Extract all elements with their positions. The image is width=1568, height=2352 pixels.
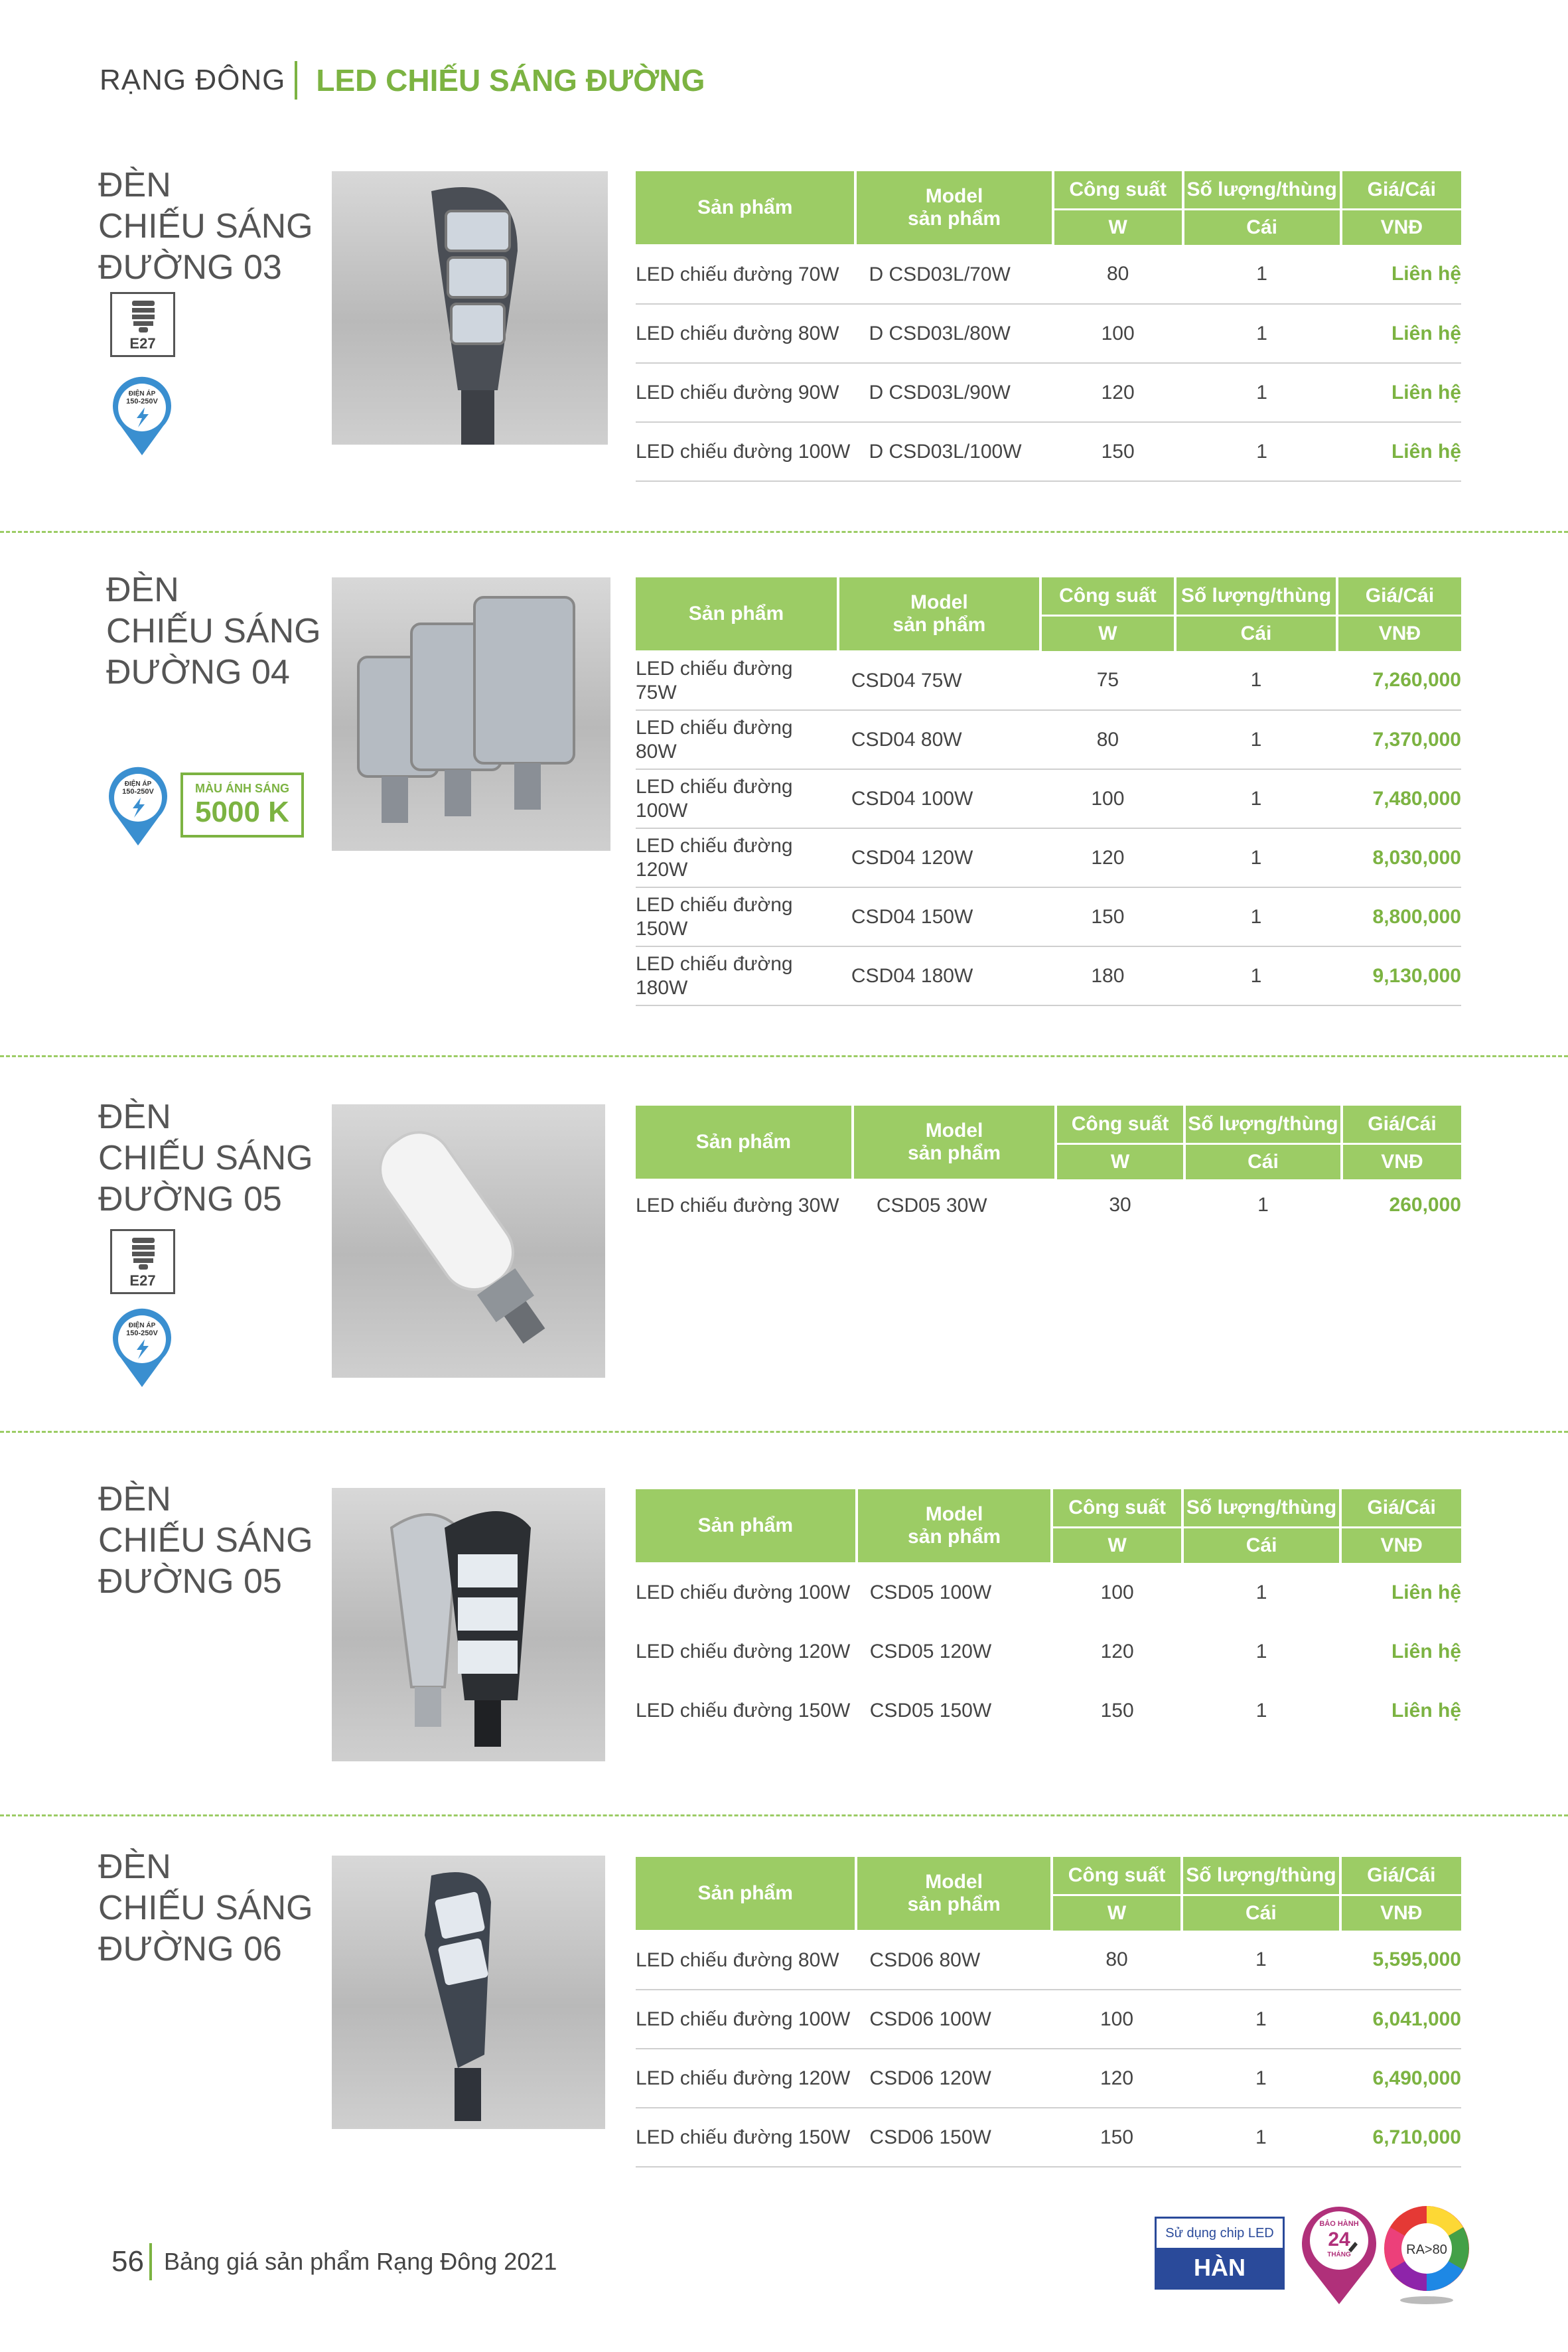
qty-value: 1: [1175, 946, 1337, 1005]
price-value: 260,000: [1389, 1194, 1461, 1216]
voltage-pin-badge: [110, 376, 174, 457]
table-row: [636, 363, 1461, 422]
power-value: 100: [1040, 769, 1175, 828]
model-code: CSD05 100W: [869, 1581, 992, 1604]
chip-label: Sử dụng chip LED: [1157, 2219, 1283, 2248]
ra-value: RA>80: [1406, 2242, 1447, 2257]
power-value: 150: [1052, 2108, 1182, 2167]
power-value: 150: [1053, 422, 1183, 481]
product-photo-duong-05a: [332, 1104, 605, 1378]
power-value: 80: [1053, 245, 1183, 304]
model-code: CSD04 75W: [838, 651, 1040, 710]
unit-qty: Cái: [1184, 1144, 1342, 1180]
model-code: CSD06 120W: [856, 2049, 1051, 2108]
product-name: LED chiếu đường 150W: [636, 887, 838, 946]
color-temp-value: 5000 K: [195, 796, 289, 828]
voltage-range: 150-250V: [122, 788, 154, 796]
qty-value: 1: [1182, 2049, 1340, 2108]
qty-value: 1: [1255, 1640, 1267, 1662]
product-name: LED chiếu đường 150W: [636, 1699, 851, 1722]
footer-divider: [149, 2243, 152, 2280]
power-value: 120: [1100, 1640, 1134, 1662]
voltage-label: ĐIỆN ÁP: [128, 1322, 156, 1329]
price-value: Liên hệ: [1391, 1699, 1461, 1722]
product-name: LED chiếu đường 180W: [636, 946, 838, 1005]
table-row: [636, 1179, 1461, 1231]
unit-w: W: [1052, 1895, 1182, 1931]
table-row: [636, 769, 1461, 828]
model-code: CSD05 150W: [869, 1699, 992, 1722]
section-title: ĐÈN CHIẾU SÁNG ĐƯỜNG 05: [98, 1480, 313, 1601]
unit-w: W: [1056, 1144, 1184, 1180]
unit-price: VNĐ: [1337, 616, 1461, 652]
price-value: 5,595,000: [1340, 1931, 1462, 1990]
qty-value: 1: [1183, 363, 1341, 422]
col-header-product: Sản phẩm: [636, 171, 855, 245]
price-value: Liên hệ: [1341, 304, 1461, 363]
model-code: D CSD03L/70W: [855, 245, 1052, 304]
price-value: 8,800,000: [1337, 887, 1461, 946]
price-value: 6,490,000: [1340, 2049, 1462, 2108]
qty-value: 1: [1182, 2108, 1340, 2167]
power-value: 30: [1109, 1194, 1131, 1216]
col-header-model: Model sản phẩm: [838, 577, 1040, 651]
table-row: [636, 245, 1461, 304]
model-code: CSD05 120W: [869, 1640, 992, 1662]
product-photo-duong-05b: [332, 1488, 605, 1761]
col-header-price: Giá/Cái: [1340, 1489, 1461, 1528]
qty-value: 1: [1183, 245, 1341, 304]
section-divider: [0, 1431, 1568, 1433]
qty-value: 1: [1257, 1194, 1269, 1216]
qty-value: 1: [1182, 1990, 1340, 2049]
col-header-power: Công suất: [1052, 1857, 1182, 1895]
col-header-product: Sản phẩm: [636, 1489, 857, 1563]
table-row: [636, 2049, 1461, 2108]
unit-qty: Cái: [1182, 1895, 1340, 1931]
qty-value: 1: [1175, 828, 1337, 887]
col-header-power: Công suất: [1040, 577, 1175, 616]
voltage-pin-badge: [110, 1307, 174, 1388]
col-header-qty: Số lượng/thùng: [1182, 1489, 1340, 1528]
price-value: Liên hệ: [1391, 1640, 1461, 1662]
price-table-duong-06: [636, 1857, 1461, 2168]
power-value: 80: [1040, 710, 1175, 769]
model-code: CSD04 180W: [838, 946, 1040, 1005]
product-name: LED chiếu đường 90W: [636, 363, 855, 422]
unit-w: W: [1053, 210, 1183, 246]
table-row: [636, 946, 1461, 1005]
color-temp-label: MÀU ÁNH SÁNG: [195, 782, 289, 795]
col-header-price: Giá/Cái: [1337, 577, 1461, 616]
power-value: 120: [1053, 363, 1183, 422]
voltage-range: 150-250V: [126, 398, 158, 405]
price-value: Liên hệ: [1341, 245, 1461, 304]
product-name: LED chiếu đường 70W: [636, 245, 855, 304]
warranty-label: BẢO HÀNH: [1319, 2220, 1359, 2228]
table-row: [636, 828, 1461, 887]
chip-origin: HÀN QUỐC: [1157, 2248, 1283, 2288]
qty-value: 1: [1255, 1699, 1267, 1722]
unit-price: VNĐ: [1340, 1895, 1462, 1931]
qty-value: 1: [1175, 651, 1337, 710]
power-value: 75: [1040, 651, 1175, 710]
price-value: Liên hệ: [1341, 422, 1461, 481]
header-divider: [295, 61, 297, 100]
voltage-range: 150-250V: [126, 1329, 158, 1337]
section-title: ĐÈN CHIẾU SÁNG ĐƯỜNG 04: [106, 571, 321, 692]
col-header-power: Công suất: [1053, 171, 1183, 210]
col-header-product: Sản phẩm: [636, 577, 838, 651]
power-value: 100: [1053, 304, 1183, 363]
unit-price: VNĐ: [1340, 1528, 1461, 1564]
voltage-label: ĐIỆN ÁP: [124, 780, 152, 788]
table-row: [636, 710, 1461, 769]
price-value: Liên hệ: [1391, 1581, 1461, 1603]
power-value: 180: [1040, 946, 1175, 1005]
e27-socket-badge: [110, 1229, 175, 1294]
price-table-duong-05a: [636, 1106, 1461, 1231]
col-header-model: Model sản phẩm: [857, 1489, 1052, 1563]
page-title: LED CHIẾU SÁNG ĐƯỜNG: [316, 63, 705, 98]
product-name: LED chiếu đường 120W: [636, 1640, 851, 1662]
korea-chip-badge: [1155, 2217, 1285, 2321]
section-divider: [0, 1814, 1568, 1816]
qty-value: 1: [1175, 769, 1337, 828]
col-header-model: Model sản phẩm: [855, 171, 1052, 245]
voltage-label: ĐIỆN ÁP: [128, 390, 156, 398]
page-footer: [111, 2243, 557, 2280]
col-header-price: Giá/Cái: [1341, 171, 1461, 210]
product-name: LED chiếu đường 150W: [636, 2108, 856, 2167]
price-value: 7,260,000: [1337, 651, 1461, 710]
section-title: ĐÈN CHIẾU SÁNG ĐƯỜNG 03: [98, 166, 313, 287]
col-header-qty: Số lượng/thùng: [1175, 577, 1337, 616]
warranty-pin-badge: [1299, 2202, 1379, 2306]
table-row: [636, 1622, 1461, 1681]
power-value: 150: [1040, 887, 1175, 946]
street-light-image: [332, 171, 608, 445]
col-header-qty: Số lượng/thùng: [1184, 1106, 1342, 1144]
section-title: ĐÈN CHIẾU SÁNG ĐƯỜNG 06: [98, 1848, 313, 1968]
street-light-image: [332, 1488, 605, 1761]
qty-value: 1: [1183, 422, 1341, 481]
unit-w: W: [1040, 616, 1175, 652]
ra-color-badge: [1380, 2202, 1473, 2306]
table-row: [636, 304, 1461, 363]
model-code: CSD06 150W: [856, 2108, 1051, 2167]
page-header: [100, 61, 705, 100]
model-code: CSD04 120W: [838, 828, 1040, 887]
qty-value: 1: [1255, 1581, 1267, 1603]
street-light-image: [332, 1856, 605, 2129]
product-name: LED chiếu đường 100W: [636, 1990, 856, 2049]
product-name: LED chiếu đường 100W: [636, 1581, 851, 1604]
product-photo-duong-06: [332, 1856, 605, 2129]
product-name: LED chiếu đường 120W: [636, 828, 838, 887]
col-header-product: Sản phẩm: [636, 1857, 856, 1931]
model-code: D CSD03L/90W: [855, 363, 1052, 422]
brand-name: RẠNG ĐÔNG: [100, 64, 286, 96]
col-header-model: Model sản phẩm: [856, 1857, 1051, 1931]
model-code: CSD04 150W: [838, 887, 1040, 946]
unit-qty: Cái: [1183, 210, 1341, 246]
table-row: [636, 1990, 1461, 2049]
model-code: CSD06 100W: [856, 1990, 1051, 2049]
price-value: 8,030,000: [1337, 828, 1461, 887]
power-value: 150: [1100, 1699, 1134, 1722]
price-value: Liên hệ: [1341, 363, 1461, 422]
table-row: [636, 422, 1461, 481]
col-header-model: Model sản phẩm: [853, 1106, 1056, 1179]
col-header-price: Giá/Cái: [1342, 1106, 1461, 1144]
bulb-socket-icon: [129, 301, 157, 332]
voltage-pin-badge: [106, 766, 170, 847]
unit-w: W: [1052, 1528, 1182, 1564]
e27-label: E27: [129, 1272, 156, 1289]
model-code: CSD05 30W: [876, 1194, 987, 1216]
table-row: [636, 1681, 1461, 1740]
qty-value: 1: [1182, 1931, 1340, 1990]
product-photo-duong-03: [332, 171, 608, 445]
col-header-power: Công suất: [1052, 1489, 1182, 1528]
product-name: LED chiếu đường 100W: [636, 769, 838, 828]
e27-label: E27: [129, 335, 156, 352]
price-value: 6,710,000: [1340, 2108, 1462, 2167]
warranty-unit: THÁNG: [1327, 2251, 1351, 2258]
unit-qty: Cái: [1182, 1528, 1340, 1564]
color-temperature-badge: [180, 772, 304, 838]
price-value: 9,130,000: [1337, 946, 1461, 1005]
price-table-duong-05b: [636, 1489, 1461, 1740]
col-header-power: Công suất: [1056, 1106, 1184, 1144]
power-value: 80: [1052, 1931, 1182, 1990]
model-code: D CSD03L/100W: [855, 422, 1052, 481]
price-value: 7,480,000: [1337, 769, 1461, 828]
table-row: [636, 651, 1461, 710]
table-row: [636, 1563, 1461, 1622]
product-name: LED chiếu đường 80W: [636, 304, 855, 363]
qty-value: 1: [1183, 304, 1341, 363]
warranty-number: 24: [1328, 2229, 1350, 2250]
model-code: CSD04 80W: [838, 710, 1040, 769]
price-table-duong-04: [636, 577, 1461, 1006]
price-table-duong-03: [636, 171, 1461, 482]
e27-socket-badge: [110, 292, 175, 357]
col-header-qty: Số lượng/thùng: [1183, 171, 1341, 210]
model-code: D CSD03L/80W: [855, 304, 1052, 363]
badge-shadow: [1400, 2296, 1453, 2304]
model-code: CSD04 100W: [838, 769, 1040, 828]
unit-qty: Cái: [1175, 616, 1337, 652]
product-name: LED chiếu đường 75W: [636, 651, 838, 710]
section-divider: [0, 1055, 1568, 1057]
col-header-product: Sản phẩm: [636, 1106, 853, 1179]
qty-value: 1: [1175, 710, 1337, 769]
power-value: 100: [1052, 1990, 1182, 2049]
section-divider: [0, 531, 1568, 533]
product-name: LED chiếu đường 80W: [636, 1931, 856, 1990]
col-header-qty: Số lượng/thùng: [1182, 1857, 1340, 1895]
product-name: LED chiếu đường 100W: [636, 422, 855, 481]
power-value: 100: [1100, 1581, 1134, 1603]
table-row: [636, 887, 1461, 946]
bulb-socket-icon: [129, 1238, 157, 1270]
product-name: LED chiếu đường 30W: [636, 1194, 839, 1216]
table-row: [636, 2108, 1461, 2167]
section-title: ĐÈN CHIẾU SÁNG ĐƯỜNG 05: [98, 1098, 313, 1218]
power-value: 120: [1052, 2049, 1182, 2108]
product-name: LED chiếu đường 120W: [636, 2049, 856, 2108]
product-photo-duong-04: [332, 577, 610, 851]
street-light-image: [332, 1104, 605, 1378]
power-value: 120: [1040, 828, 1175, 887]
qty-value: 1: [1175, 887, 1337, 946]
page-number: 56: [111, 2245, 144, 2278]
price-value: 6,041,000: [1340, 1990, 1462, 2049]
unit-price: VNĐ: [1342, 1144, 1461, 1180]
unit-price: VNĐ: [1341, 210, 1461, 246]
model-code: CSD06 80W: [856, 1931, 1051, 1990]
street-light-image: [332, 577, 610, 851]
footer-text: Bảng giá sản phẩm Rạng Đông 2021: [163, 2248, 557, 2275]
price-value: 7,370,000: [1337, 710, 1461, 769]
product-name: LED chiếu đường 80W: [636, 710, 838, 769]
col-header-price: Giá/Cái: [1340, 1857, 1462, 1895]
table-row: [636, 1931, 1461, 1990]
